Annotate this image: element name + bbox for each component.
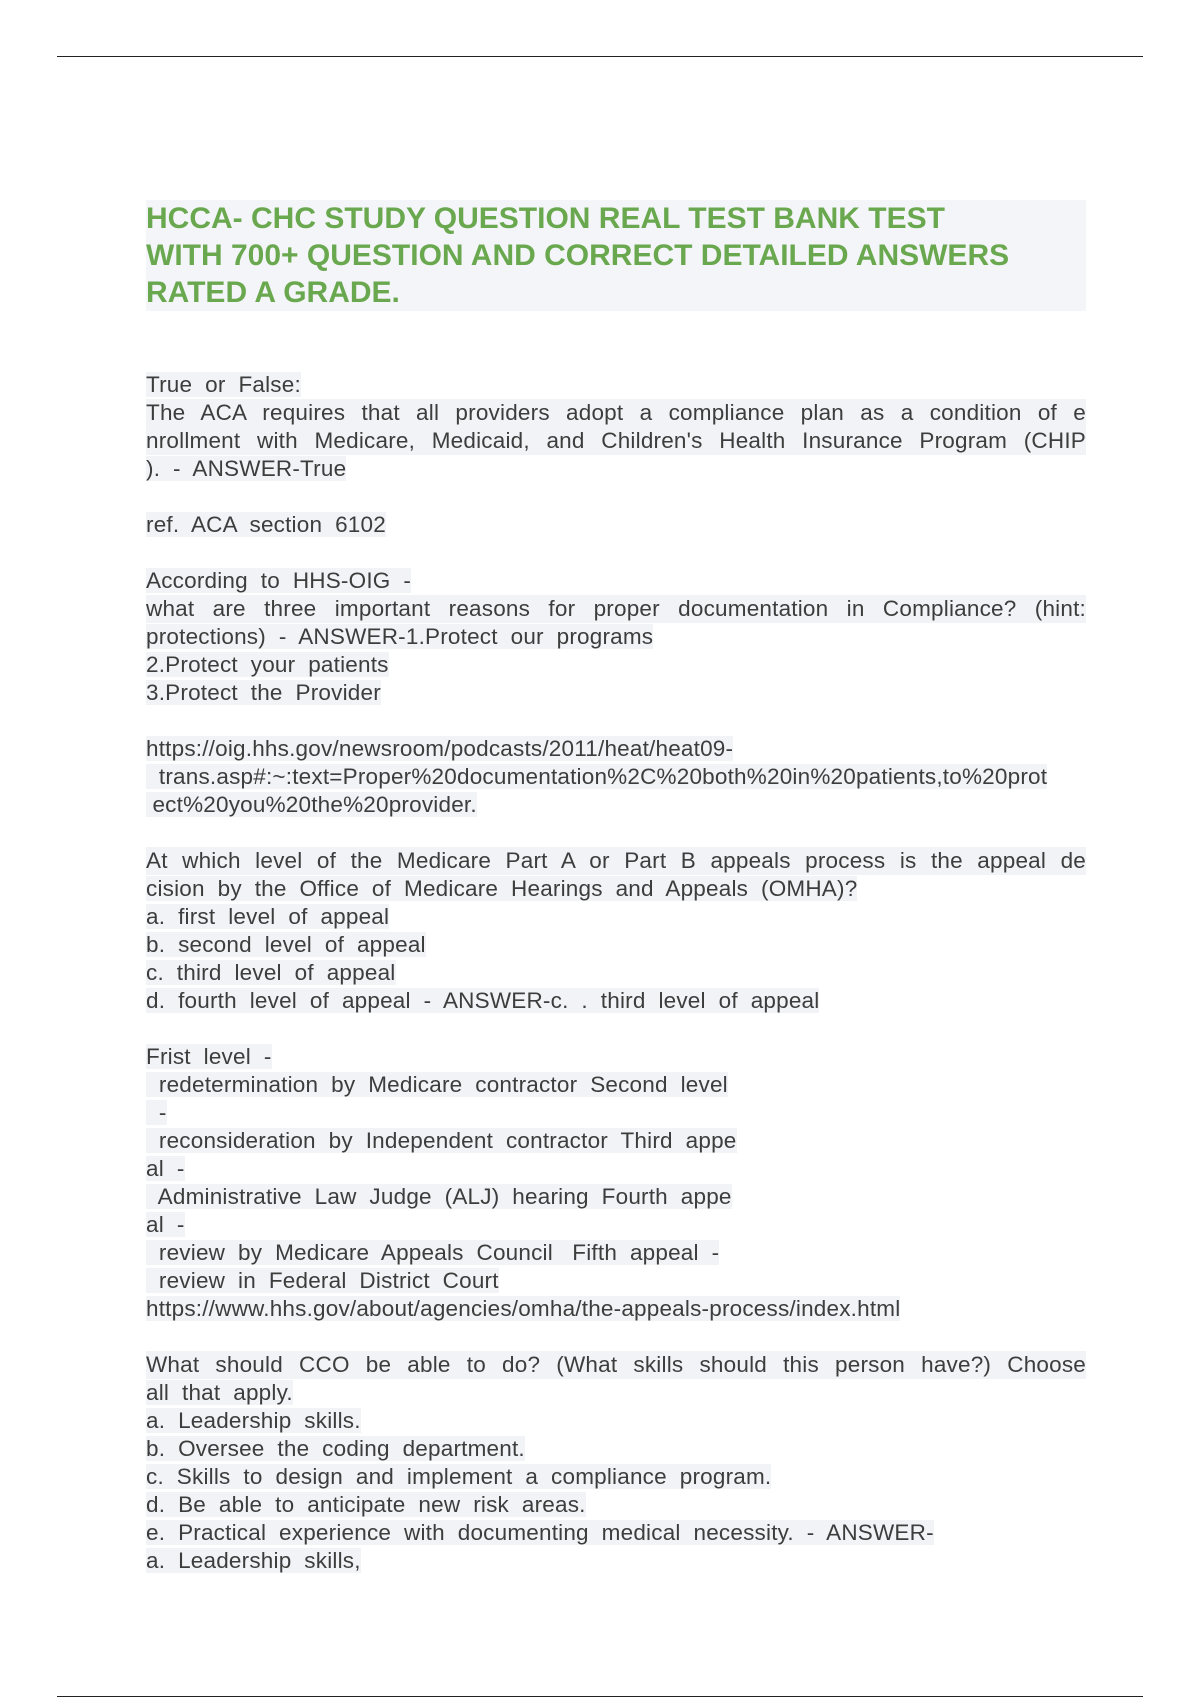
text-line: nrollment with Medicare, Medicaid, and Children's Health Insurance Program (CHIP — [146, 428, 1086, 453]
top-rule — [57, 56, 1143, 57]
text-line: c. third level of appeal — [146, 960, 396, 985]
text-line: 3.Protect the Provider — [146, 680, 381, 705]
qa-block — [146, 847, 1086, 1015]
bottom-rule — [57, 1696, 1143, 1697]
text-line: review by Medicare Appeals Council Fifth appeal - — [146, 1240, 720, 1265]
document-page — [146, 200, 1086, 1575]
title-line: RATED A GRADE. — [146, 274, 1086, 311]
appeals-levels-block — [146, 1043, 1086, 1323]
text-line: c. Skills to design and implement a compliance program. — [146, 1464, 772, 1489]
text-line: Administrative Law Judge (ALJ) hearing Fourth appe — [146, 1184, 732, 1209]
text-line: reconsideration by Independent contractor Third appe — [146, 1128, 737, 1153]
text-line: At which level of the Medicare Part A or Part B appeals process is the appeal de — [146, 848, 1086, 873]
text-line: b. second level of appeal — [146, 932, 426, 957]
title-line: WITH 700+ QUESTION AND CORRECT DETAILED ANSWERS — [146, 237, 1086, 274]
text-line: all that apply. — [146, 1380, 293, 1405]
text-line: trans.asp#:~:text=Proper%20documentation%2C%20both%20in%20patients,to%20prot — [146, 764, 1048, 789]
text-line: protections) - ANSWER-1.Protect our programs — [146, 624, 654, 649]
text-line: a. Leadership skills, — [146, 1548, 361, 1573]
text-line: review in Federal District Court — [146, 1268, 499, 1293]
text-line: ect%20you%20the%20provider. — [146, 792, 477, 817]
text-line: The ACA requires that all providers adopt a compliance plan as a condition of e — [146, 400, 1086, 425]
text-line: what are three important reasons for proper documentation in Compliance? (hint: — [146, 596, 1086, 621]
text-line: - — [146, 1100, 167, 1125]
text-line: d. Be able to anticipate new risk areas. — [146, 1492, 586, 1517]
text-line: ref. ACA section 6102 — [146, 512, 386, 537]
text-line: According to HHS-OIG - — [146, 568, 412, 593]
document-title — [146, 200, 1086, 311]
text-line: https://oig.hhs.gov/newsroom/podcasts/2011/heat/heat09- — [146, 736, 734, 761]
text-line: https://www.hhs.gov/about/agencies/omha/the-appeals-process/index.html — [146, 1296, 901, 1321]
text-line: al - — [146, 1212, 185, 1237]
text-line: What should CCO be able to do? (What skills should this person have?) Choose — [146, 1352, 1086, 1377]
qa-block — [146, 567, 1086, 707]
text-line: a. first level of appeal — [146, 904, 390, 929]
title-line: HCCA- CHC STUDY QUESTION REAL TEST BANK TEST — [146, 200, 1086, 237]
text-line: e. Practical experience with documenting medical necessity. - ANSWER- — [146, 1520, 934, 1545]
text-line: ). - ANSWER-True — [146, 456, 347, 481]
text-line: Frist level - — [146, 1044, 272, 1069]
text-line: al - — [146, 1156, 185, 1181]
text-line: redetermination by Medicare contractor Second level — [146, 1072, 728, 1097]
text-line: d. fourth level of appeal - ANSWER-c. . third level of appeal — [146, 988, 820, 1013]
text-line: True or False: — [146, 372, 301, 397]
qa-block — [146, 371, 1086, 483]
reference-block — [146, 511, 1086, 539]
text-line: b. Oversee the coding department. — [146, 1436, 525, 1461]
text-line: cision by the Office of Medicare Hearings and Appeals (OMHA)? — [146, 876, 858, 901]
document-body — [146, 371, 1086, 1575]
qa-block — [146, 1351, 1086, 1575]
text-line: 2.Protect your patients — [146, 652, 389, 677]
text-line: a. Leadership skills. — [146, 1408, 361, 1433]
url-block — [146, 735, 1086, 819]
